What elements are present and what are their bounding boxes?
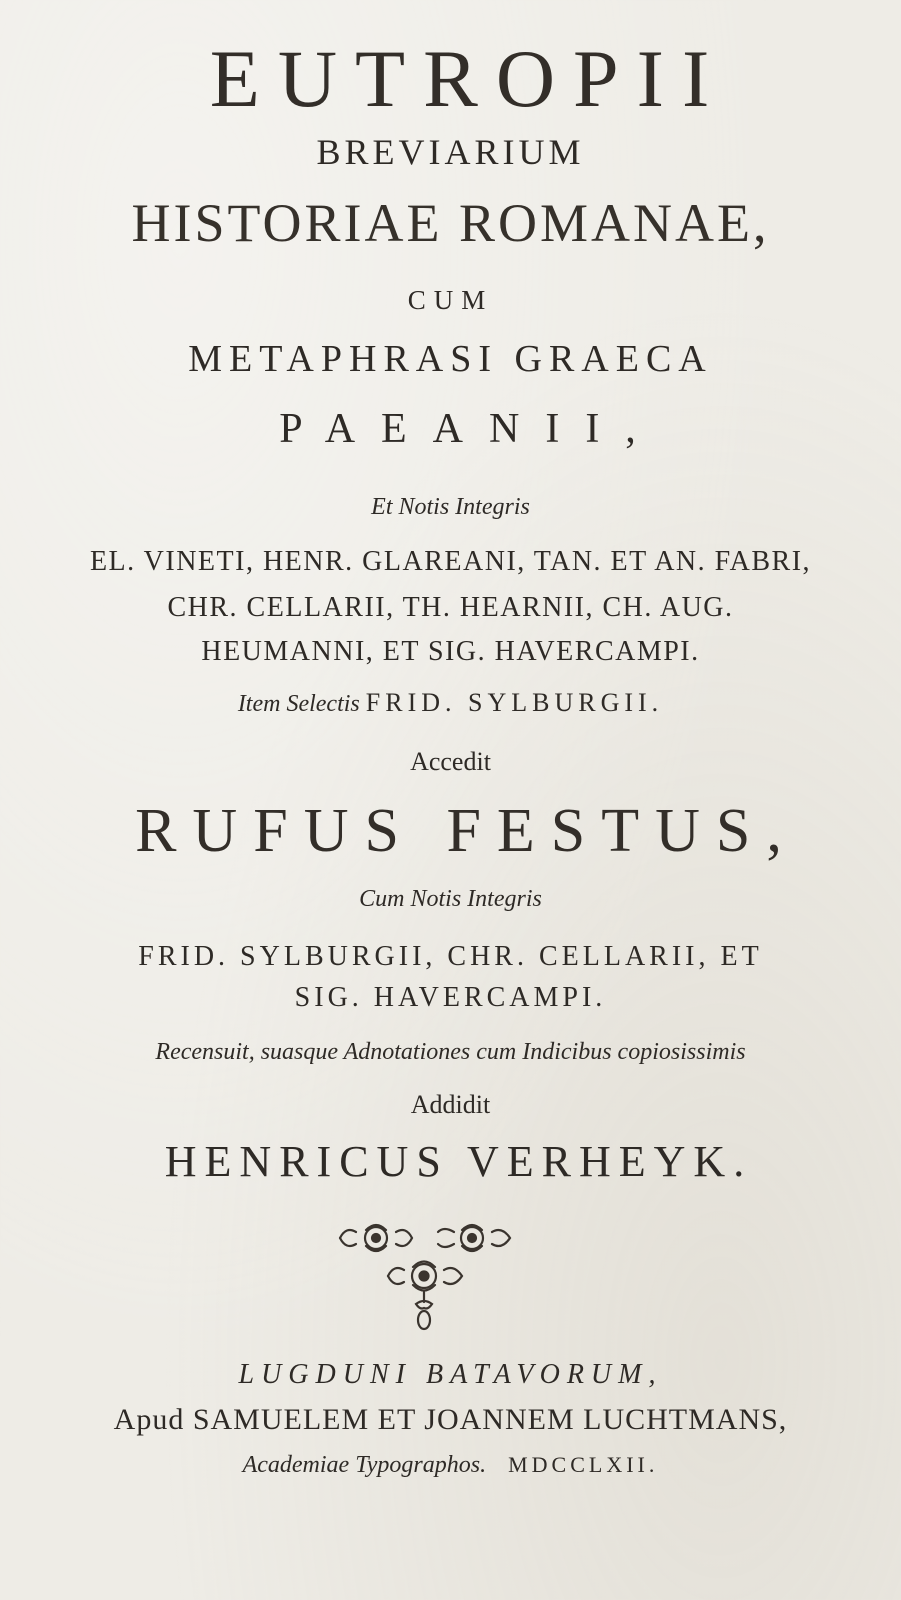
editors-line-1: EL. VINETI, HENR. GLAREANI, TAN. ET AN. FABRI,: [89, 546, 812, 577]
editors-line-2: CHR. CELLARII, TH. HEARNII, CH. AUG.: [167, 592, 734, 623]
imprint-city: LUGDUNI BATAVORUM,: [238, 1359, 663, 1390]
breviarium-line: BREVIARIUM: [316, 132, 585, 172]
recensuit-line: Recensuit, suasque Adnotationes cum Indicibus copiosissimis: [155, 1039, 746, 1065]
cum-notis-line: Cum Notis Integris: [359, 886, 542, 912]
author-heading: EUTROPII: [209, 33, 728, 124]
cum-line: CUM: [407, 285, 494, 315]
item-selectis-label: Item Selectis: [237, 691, 360, 717]
editors-line-3: HEUMANNI, ET SIG. HAVERCAMPI.: [201, 636, 700, 667]
editor-name-heading: HENRICUS VERHEYK.: [164, 1137, 753, 1186]
et-notis-line: Et Notis Integris: [371, 494, 530, 520]
metaphrasi-line: METAPHRASI GRAECA: [188, 338, 713, 380]
rufus-festus-heading: RUFUS FESTUS,: [135, 797, 798, 865]
addidit-line: Addidit: [410, 1090, 491, 1119]
printers-flower-ornament-icon: [330, 1218, 520, 1334]
rufus-editors-line-2: SIG. HAVERCAMPI.: [294, 982, 607, 1013]
frid-sylburgii: FRID. SYLBURGII.: [365, 688, 664, 717]
paeanii-line: PAEANII,: [279, 406, 662, 452]
historiae-heading: HISTORIAE ROMANAE,: [131, 193, 770, 253]
imprint-role: Academiae Typographos.: [242, 1452, 487, 1478]
imprint-year: MDCCLXII.: [508, 1452, 659, 1477]
imprint-line: [0, 1453, 901, 1477]
rufus-editors-line-1: FRID. SYLBURGII, CHR. CELLARII, ET: [138, 941, 763, 972]
item-selectis-line: [0, 690, 901, 716]
accedit-line: Accedit: [410, 747, 491, 776]
imprint-publisher: Apud SAMUELEM ET JOANNEM LUCHTMANS,: [113, 1403, 788, 1436]
